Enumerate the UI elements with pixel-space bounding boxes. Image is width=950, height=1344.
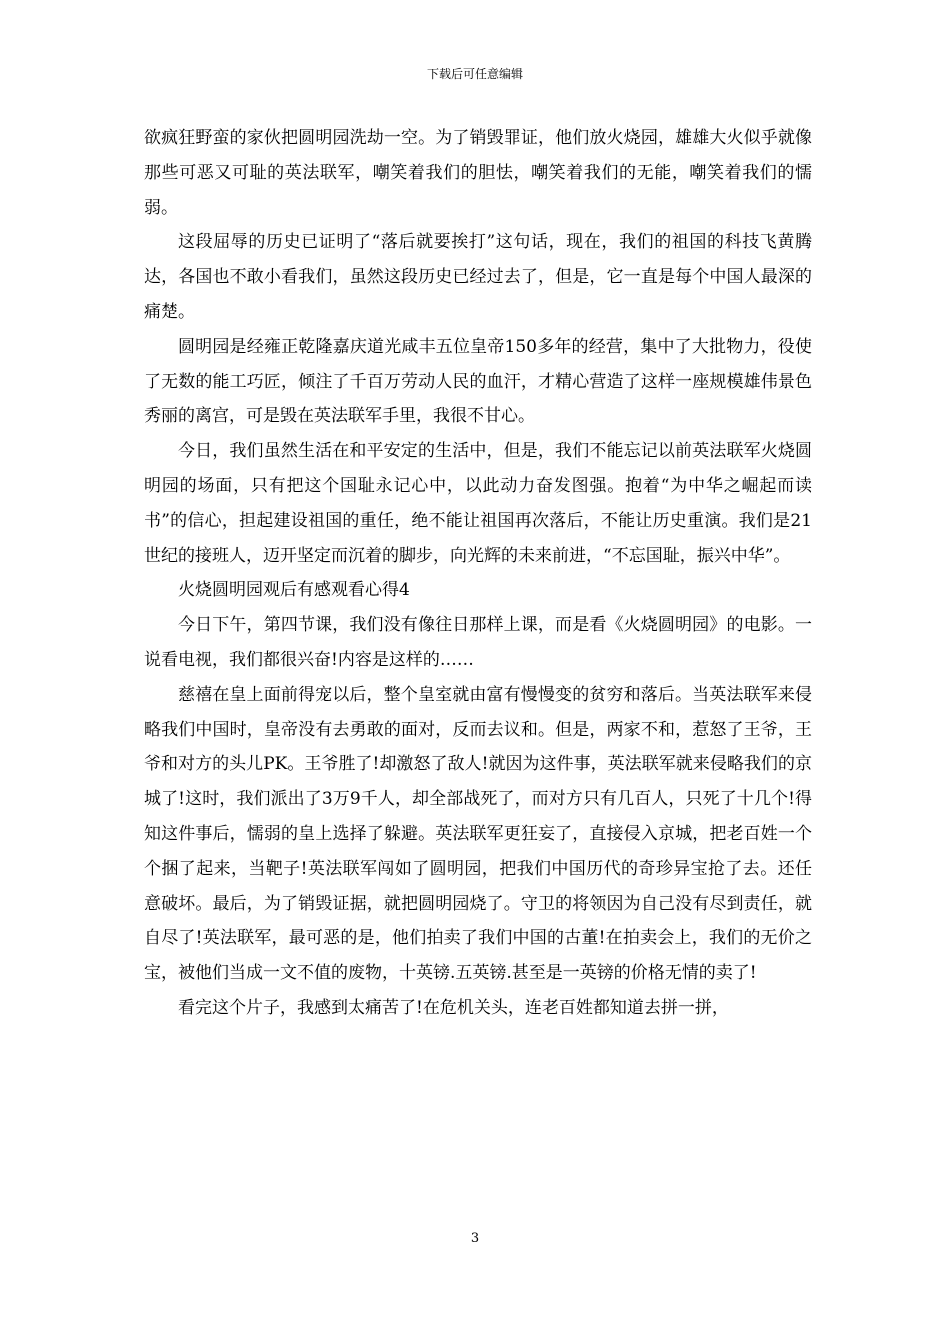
paragraph: 圆明园是经雍正乾隆嘉庆道光咸丰五位皇帝150多年的经营，集中了大批物力，役使了无数的能工巧匠，倾注了千百万劳动人民的血汗，才精心营造了这样一座规模雄伟景色秀丽的离宫，可是毁在英法联军手里，我很不甘心。 [144, 336, 812, 427]
section-heading: 火烧圆明园观后有感观看心得4 [178, 580, 410, 601]
page-number: 3 [470, 1231, 480, 1246]
paragraph: 看完这个片子，我感到太痛苦了!在危机关头，连老百姓都知道去拼一拼， [178, 997, 729, 1018]
paragraph: 这段屈辱的历史已证明了“落后就要挨打”这句话，现在，我们的祖国的科技飞黄腾达，各国也不敢小看我们，虽然这段历史已经过去了，但是，它一直是每个中国人最深的痛楚。 [144, 232, 812, 322]
paragraph: 今日下午，第四节课，我们没有像往日那样上课，而是看《火烧圆明园》的电影。一说看电视，我们都很兴奋!内容是这样的…… [144, 615, 812, 670]
paragraph: 慈禧在皇上面前得宠以后，整个皇室就由富有慢慢变的贫穷和落后。当英法联军来侵略我们中国时，皇帝没有去勇敢的面对，反而去议和。但是，两家不和，惹怒了王爷，王爷和对方的头儿PK。王爷胜了!却激怒了敌人!就因为这件事，英法联军就来侵略我们的京城了!这时，我们派出了3万9千人，却全部战死了，而对方只有几百人，只死了十几个!得知这件事后，懦弱的皇上选择了躲避。英法联军更狂妄了，直接侵入京城，把老百姓一个个捆了起来，当靶子!英法联军闯如了圆明园，把我们中国历代的奇珍异宝抢了去。还任意破坏。最后，为了销毁证据，就把圆明园烧了。守卫的将领因为自己没有尽到责任，就自尽了!英法联军，最可恶的是，他们拍卖了我们中国的古董!在拍卖会上，我们的无价之宝，被他们当成一文不值的废物，十英镑.五英镑.甚至是一英镑的价格无情的卖了! [144, 684, 812, 984]
document-body [144, 121, 812, 1026]
paragraph: 今日，我们虽然生活在和平安定的生活中，但是，我们不能忘记以前英法联军火烧圆明园的场面，只有把这个国耻永记心中，以此动力奋发图强。抱着“为中华之崛起而读书”的信心，担起建设祖国的重任，绝不能让祖国再次落后，不能让历史重演。我们是21世纪的接班人，迈开坚定而沉着的脚步，向光辉的未来前进，“不忘国耻，振兴中华”。 [144, 441, 812, 566]
page-header: 下载后可任意编辑 [426, 67, 523, 81]
paragraph-continuation: 欲疯狂野蛮的家伙把圆明园洗劫一空。为了销毁罪证，他们放火烧园，雄雄大火似乎就像那些可恶又可耻的英法联军，嘲笑着我们的胆怯，嘲笑着我们的无能，嘲笑着我们的懦弱。 [144, 128, 812, 218]
